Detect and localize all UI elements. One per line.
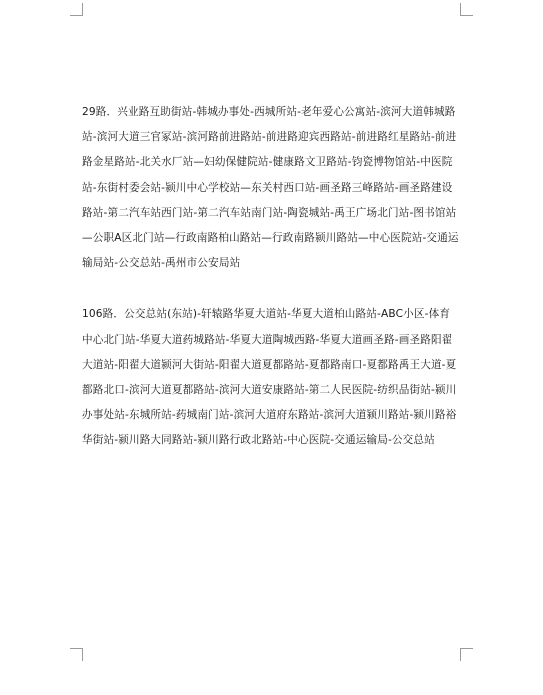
page-corner-mark-top-right — [460, 3, 473, 16]
document-body — [82, 100, 460, 454]
route-29-paragraph: 29路．兴业路互助街站-韩城办事处-西城所站-老年爱心公寓站-滨河大道韩城路站-滨河大道三官冢站-滨河路前进路站-前进路迎宾西路站-前进路红星路站-前进路金星路站-北关水厂站—妇幼保健院站-健康路文卫路站-钧瓷博物馆站-中医院站-东街村委会站-颍川中心学校站—东关村西口站-画圣路三峰路站-画圣路建设路站-第二汽车站西门站-第二汽车站南门站-陶瓷城站-禹王广场北门站-图书馆站—公职A区北门站—行政南路柏山路站—行政南路颍川路站—中心医院站-交通运输局站-公交总站-禹州市公安局站 — [82, 106, 459, 270]
page-corner-mark-top-left — [70, 3, 83, 16]
route-106-paragraph: 106路．公交总站(东站)-轩辕路华夏大道站-华夏大道柏山路站-ABC小区-体育中心北门站-华夏大道药城路站-华夏大道陶城西路-华夏大道画圣路-画圣路阳翟大道站-阳翟大道颍河大街站-阳翟大道夏都路站-夏都路南口-夏都路禹王大道-夏都路北口-滨河大道夏都路站-滨河大道安康路站-第二人民医院-纺织品街站-颍川办事处站-东城所站-药城南门站-滨河大道府东路站-滨河大道颍川路站-颍川路裕华街站-颍川路大同路站-颍川路行政北路站-中心医院-交通运输局-公交总站 — [82, 308, 457, 447]
page-corner-mark-bottom-left — [70, 648, 83, 661]
page-corner-mark-bottom-right — [460, 648, 473, 661]
